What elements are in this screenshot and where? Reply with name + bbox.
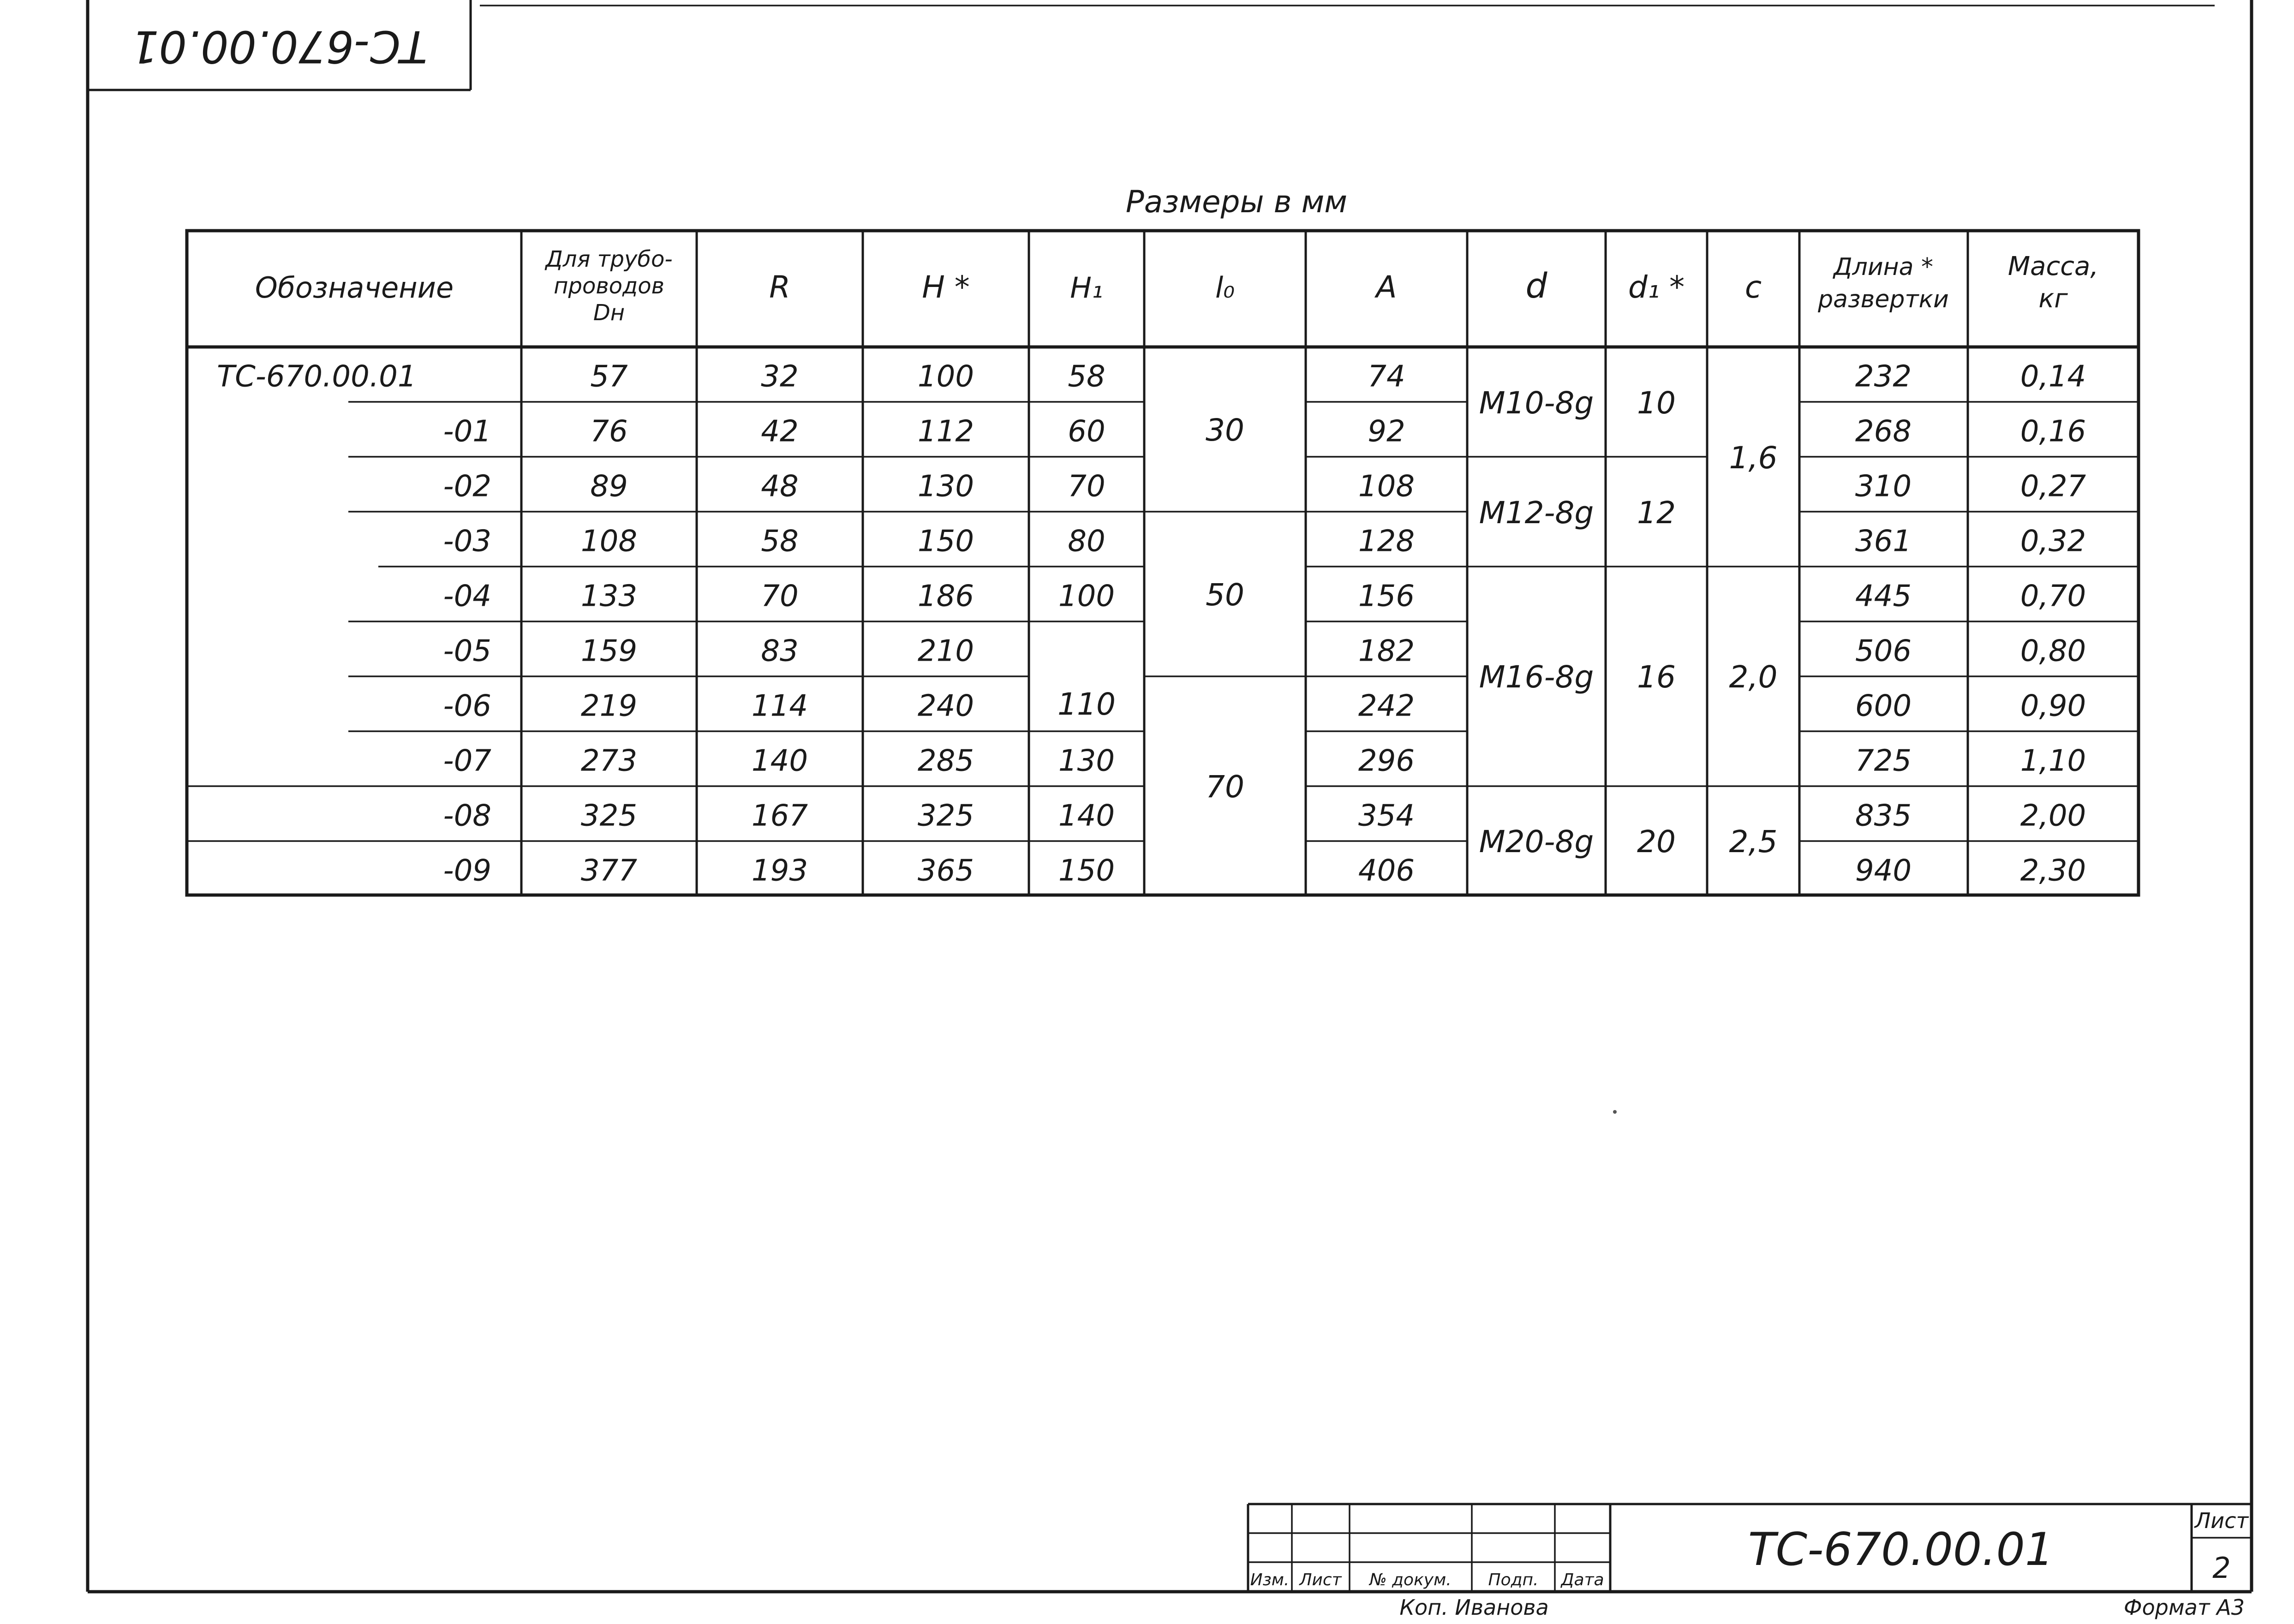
title-designation: ТС-670.00.01 bbox=[1748, 1523, 2054, 1576]
cell-designation: -04 bbox=[443, 579, 491, 614]
header-dn bbox=[544, 246, 672, 326]
svg-text:Для трубо-: Для трубо- bbox=[545, 246, 673, 272]
table-row bbox=[443, 470, 2086, 504]
cell-h1: 80 bbox=[1068, 524, 1105, 559]
cell-a: 354 bbox=[1358, 799, 1415, 833]
cell-dn: 377 bbox=[580, 854, 638, 888]
title-block bbox=[1248, 1504, 2252, 1620]
stray-mark bbox=[1613, 1110, 1617, 1114]
cell-c-25: 2,5 bbox=[1729, 824, 1778, 860]
cell-h1: 130 bbox=[1058, 744, 1115, 778]
cell-designation: -01 bbox=[443, 414, 491, 449]
header-r: R bbox=[769, 269, 790, 305]
cell-c-16: 1,6 bbox=[1729, 440, 1778, 476]
cell-r: 167 bbox=[751, 799, 808, 833]
cell-designation: -05 bbox=[443, 634, 491, 669]
cell-a: 108 bbox=[1358, 469, 1415, 504]
cell-r: 193 bbox=[751, 854, 808, 888]
cell-designation: ТС-670.00.01 bbox=[217, 359, 417, 394]
cell-mass: 0,14 bbox=[2020, 359, 2086, 394]
cell-l0-50: 50 bbox=[1206, 577, 1244, 613]
header-length bbox=[1817, 253, 1949, 313]
table-body bbox=[217, 360, 2086, 888]
table-row bbox=[443, 579, 2086, 614]
cell-h: 112 bbox=[917, 414, 974, 449]
cell-r: 48 bbox=[761, 469, 799, 504]
cell-h: 186 bbox=[917, 579, 974, 614]
cell-mass: 0,16 bbox=[2020, 414, 2086, 449]
svg-text:Dн: Dн bbox=[593, 300, 625, 326]
cell-dn: 89 bbox=[590, 469, 628, 504]
corner-stamp bbox=[88, 0, 471, 90]
header-d: d bbox=[1525, 266, 1547, 306]
cell-length: 725 bbox=[1855, 744, 1912, 778]
cell-designation: -06 bbox=[443, 689, 491, 723]
cell-mass: 0,70 bbox=[2020, 579, 2086, 614]
header-c: c bbox=[1744, 269, 1762, 305]
cell-a: 156 bbox=[1358, 579, 1415, 614]
title-col-date: Дата bbox=[1561, 1570, 1604, 1589]
table-header bbox=[255, 246, 2098, 326]
cell-mass: 0,32 bbox=[2020, 524, 2086, 559]
cell-d-m12: М12-8g bbox=[1479, 495, 1594, 531]
title-sheet-label: Лист bbox=[2194, 1508, 2249, 1533]
cell-d1-12: 12 bbox=[1637, 495, 1676, 531]
cell-a: 74 bbox=[1368, 359, 1405, 394]
cell-h: 150 bbox=[917, 524, 974, 559]
cell-a: 406 bbox=[1358, 854, 1415, 888]
cell-length: 835 bbox=[1855, 799, 1912, 833]
cell-r: 32 bbox=[761, 359, 799, 394]
cell-r: 58 bbox=[761, 524, 799, 559]
cell-designation: -09 bbox=[443, 854, 491, 888]
cell-h1: 100 bbox=[1058, 579, 1115, 614]
cell-r: 70 bbox=[761, 579, 799, 614]
svg-text:развертки: развертки bbox=[1818, 286, 1949, 313]
cell-designation: -08 bbox=[443, 799, 491, 833]
table-row bbox=[443, 525, 2086, 559]
cell-length: 445 bbox=[1855, 579, 1912, 614]
cell-a: 92 bbox=[1368, 414, 1405, 449]
title-col-izm: Изм. bbox=[1250, 1570, 1290, 1589]
cell-h: 210 bbox=[917, 634, 974, 669]
cell-h1: 60 bbox=[1068, 414, 1105, 449]
cell-a: 242 bbox=[1358, 689, 1415, 723]
copied-by: Коп. Иванова bbox=[1399, 1595, 1549, 1620]
cell-h: 325 bbox=[917, 799, 974, 833]
corner-stamp-text: ТС-670.00.01 bbox=[131, 21, 428, 72]
table-row bbox=[443, 415, 2086, 449]
cell-r: 140 bbox=[751, 744, 808, 778]
cell-h1: 70 bbox=[1068, 469, 1105, 504]
cell-designation: -07 bbox=[443, 744, 491, 778]
cell-designation: -02 bbox=[443, 469, 491, 504]
cell-h1: 150 bbox=[1058, 854, 1115, 888]
header-l0: l₀ bbox=[1215, 271, 1235, 304]
table-row bbox=[217, 360, 2086, 394]
cell-mass: 2,00 bbox=[2020, 799, 2086, 833]
cell-mass: 0,90 bbox=[2020, 689, 2086, 723]
table-row bbox=[443, 634, 2086, 669]
sheet-format: Формат А3 bbox=[2124, 1595, 2245, 1620]
cell-mass: 0,27 bbox=[2020, 469, 2086, 504]
cell-l0-30: 30 bbox=[1206, 412, 1244, 448]
table-row bbox=[443, 689, 2086, 723]
cell-a: 296 bbox=[1358, 744, 1415, 778]
header-mass bbox=[2008, 251, 2098, 314]
title-col-list: Лист bbox=[1299, 1570, 1342, 1589]
cell-h: 100 bbox=[917, 359, 974, 394]
title-col-sign: Подп. bbox=[1488, 1570, 1539, 1589]
header-designation: Обозначение bbox=[255, 271, 454, 304]
cell-d-m20: М20-8g bbox=[1479, 824, 1594, 860]
table-row bbox=[443, 799, 2086, 833]
cell-length: 361 bbox=[1855, 524, 1912, 559]
cell-h1: 140 bbox=[1058, 799, 1115, 833]
cell-mass: 1,10 bbox=[2020, 744, 2086, 778]
cell-r: 42 bbox=[761, 414, 799, 449]
cell-length: 506 bbox=[1855, 634, 1912, 669]
cell-dn: 325 bbox=[580, 799, 638, 833]
header-d1: d₁ * bbox=[1628, 269, 1685, 305]
cell-d1-10: 10 bbox=[1637, 385, 1676, 421]
cell-l0-70: 70 bbox=[1206, 769, 1244, 805]
cell-a: 128 bbox=[1358, 524, 1415, 559]
cell-mass: 2,30 bbox=[2020, 854, 2086, 888]
header-h1: H₁ bbox=[1070, 271, 1103, 304]
svg-text:Длина *: Длина * bbox=[1833, 253, 1934, 281]
dimensions-table bbox=[187, 231, 2139, 895]
cell-d1-16: 16 bbox=[1637, 659, 1676, 695]
svg-text:Масса,: Масса, bbox=[2007, 251, 2099, 281]
cell-d-m16: М16-8g bbox=[1479, 659, 1594, 695]
cell-length: 268 bbox=[1855, 414, 1912, 449]
cell-h1-merged: 110 bbox=[1057, 687, 1116, 722]
cell-dn: 219 bbox=[580, 689, 638, 723]
cell-a: 182 bbox=[1358, 634, 1415, 669]
cell-d1-20: 20 bbox=[1637, 824, 1676, 860]
title-col-doc: № докум. bbox=[1369, 1570, 1452, 1589]
cell-h: 130 bbox=[917, 469, 974, 504]
title-sheet-number: 2 bbox=[2212, 1551, 2231, 1585]
cell-length: 940 bbox=[1855, 854, 1912, 888]
cell-length: 232 bbox=[1855, 359, 1912, 394]
cell-mass: 0,80 bbox=[2020, 634, 2086, 669]
cell-h: 285 bbox=[917, 744, 974, 778]
cell-dn: 273 bbox=[580, 744, 638, 778]
svg-text:кг: кг bbox=[2038, 284, 2068, 314]
sheet-frame bbox=[88, 0, 2252, 1592]
cell-dn: 133 bbox=[580, 579, 638, 614]
header-a: A bbox=[1376, 269, 1397, 305]
cell-dn: 76 bbox=[590, 414, 628, 449]
svg-text:проводов: проводов bbox=[554, 273, 664, 299]
cell-designation: -03 bbox=[443, 524, 491, 559]
cell-r: 114 bbox=[751, 689, 808, 723]
table-row bbox=[443, 854, 2086, 888]
cell-length: 310 bbox=[1855, 469, 1912, 504]
cell-length: 600 bbox=[1855, 689, 1912, 723]
cell-dn: 108 bbox=[580, 524, 638, 559]
cell-r: 83 bbox=[761, 634, 799, 669]
cell-h: 240 bbox=[917, 689, 974, 723]
header-h: H * bbox=[922, 269, 970, 305]
table-caption: Размеры в мм bbox=[1125, 184, 1348, 220]
cell-dn: 159 bbox=[580, 634, 638, 669]
cell-dn: 57 bbox=[590, 359, 628, 394]
table-row bbox=[443, 744, 2086, 778]
cell-h: 365 bbox=[917, 854, 974, 888]
cell-d-m10: М10-8g bbox=[1479, 385, 1594, 421]
cell-c-20: 2,0 bbox=[1729, 659, 1778, 695]
cell-h1: 58 bbox=[1068, 359, 1105, 394]
